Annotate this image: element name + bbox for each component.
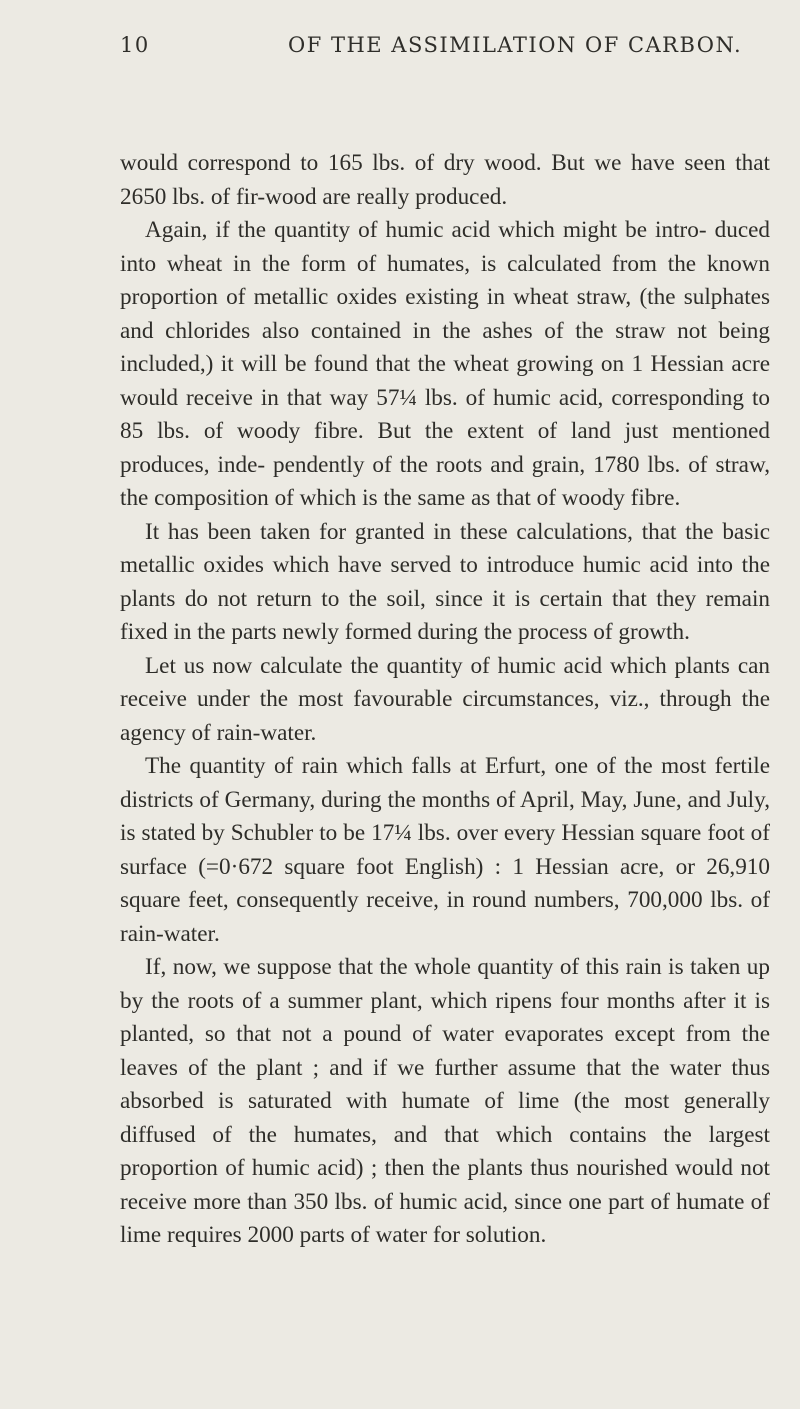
- paragraph: Let us now calculate the quantity of humic acid which plants can receive under the most favourable circumstances, viz., through the agency of rain-water.: [120, 652, 770, 746]
- paragraph: It has been taken for granted in these calculations, that the basic metallic oxides which have served to introduce humic acid into the plants do not return to the soil, since it is certain that they remain fixed in the parts newly formed during the process of growth.: [120, 518, 770, 645]
- running-header: [120, 33, 760, 67]
- page-number: 10: [120, 33, 150, 57]
- paragraph: The quantity of rain which falls at Erfurt, one of the most fertile districts of Germany, during the months of April, May, June, and July, is stated by Schubler to be 17¼ lbs. over every Hessian square foot of surface (=0·672 square foot English) : 1 Hessian acre, or 26,910 square feet, consequently receive, in round numbers, 700,000 lbs. of rain-water.: [120, 753, 770, 947]
- paragraph-continued: would correspond to 165 lbs. of dry wood. But we have seen that 2650 lbs. of fir-wood are really produced.: [120, 150, 770, 210]
- paragraph: Again, if the quantity of humic acid which might be intro- duced into wheat in the form of humates, is calculated from the known proportion of metallic oxides existing in wheat straw, (the sulphates and chlorides also contained in the ashes of the straw not being included,) it will be found that the wheat growing on 1 Hessian acre would receive in that way 57¼ lbs. of humic acid, corresponding to 85 lbs. of woody fibre. But the extent of land just mentioned produces, inde- pendently of the roots and grain, 1780 lbs. of straw, the composition of which is the same as that of woody fibre.: [120, 217, 770, 511]
- body-text: [120, 147, 770, 1253]
- running-title: OF THE ASSIMILATION OF CARBON.: [288, 33, 743, 57]
- paragraph: If, now, we suppose that the whole quantity of this rain is taken up by the roots of a summer plant, which ripens four months after it is planted, so that not a pound of water evaporates except from the leaves of the plant ; and if we further assume that the water thus absorbed is saturated with humate of lime (the most generally diffused of the humates, and that which contains the largest proportion of humic acid) ; then the plants thus nourished would not receive more than 350 lbs. of humic acid, since one part of humate of lime requires 2000 parts of water for solution.: [120, 954, 770, 1248]
